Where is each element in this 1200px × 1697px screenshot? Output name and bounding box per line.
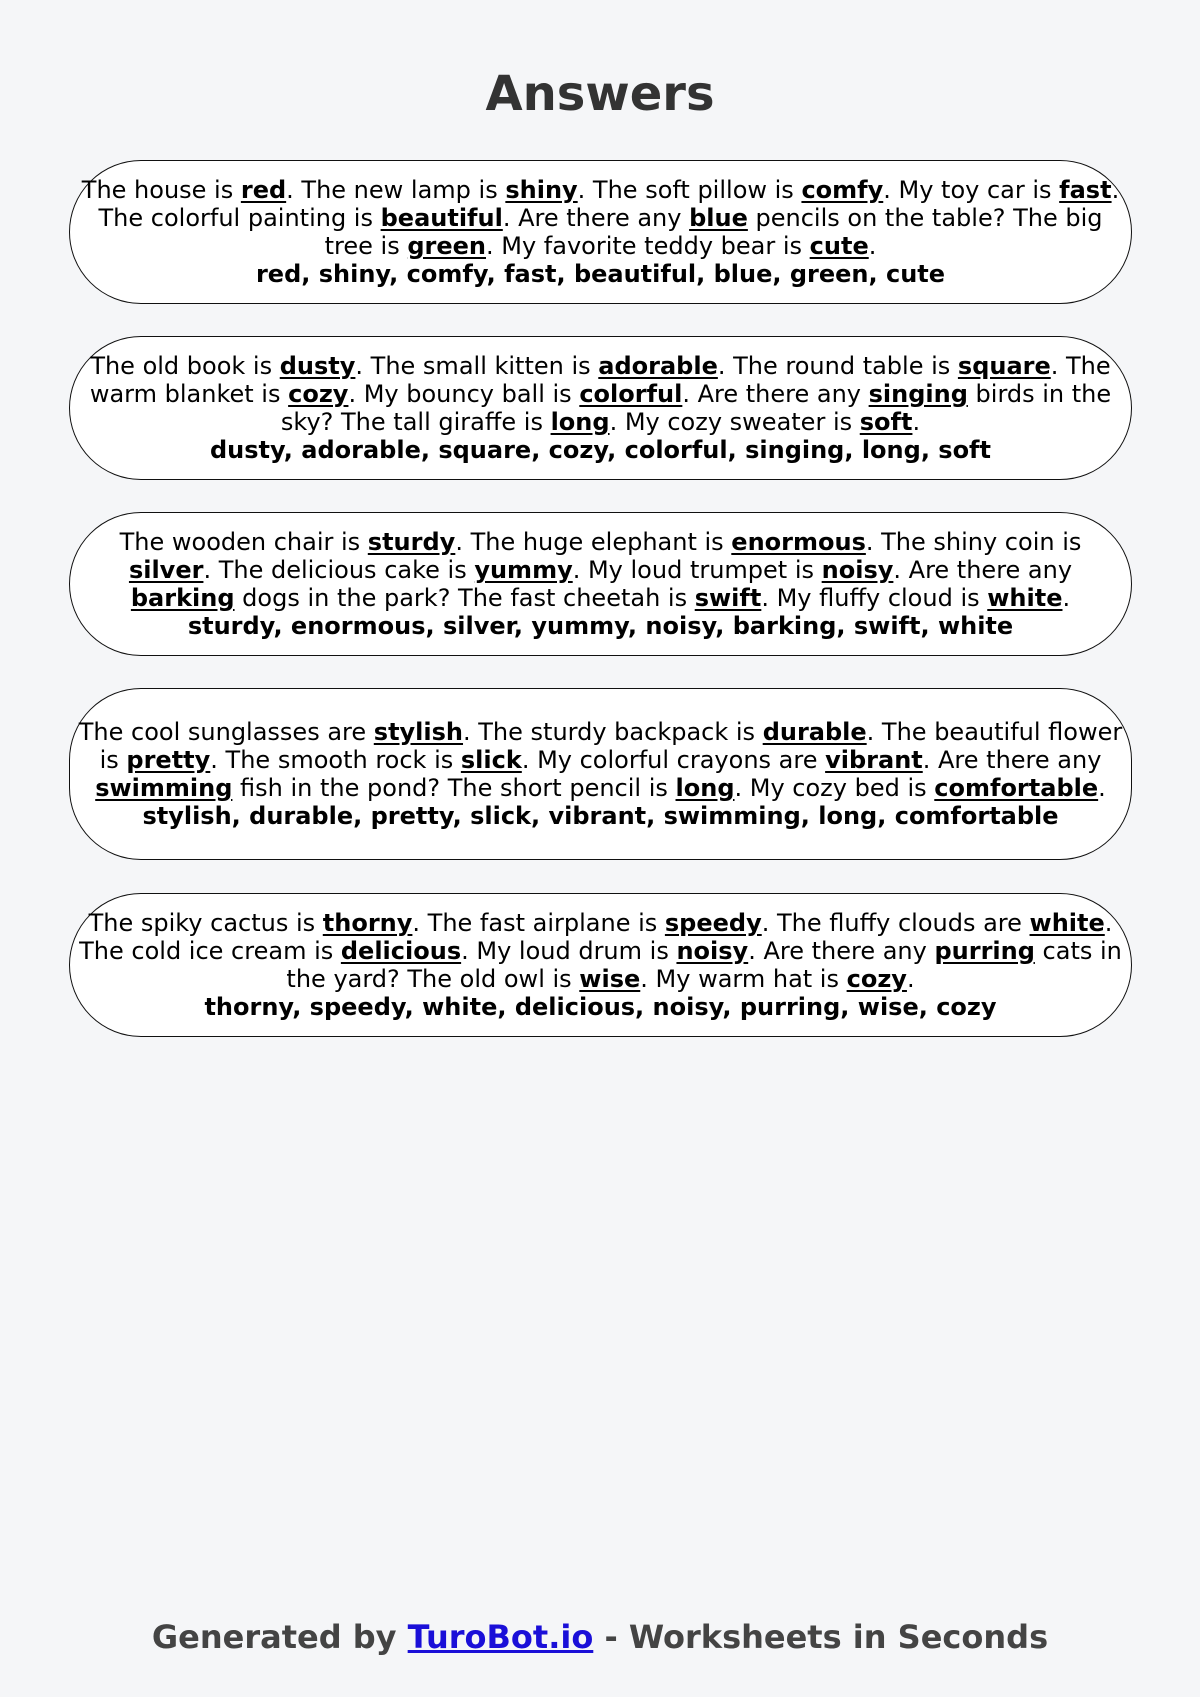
answer-word: green — [407, 232, 486, 260]
answer-word: stylish — [373, 718, 464, 746]
answer-card — [69, 336, 1132, 480]
answer-word: sturdy — [367, 528, 456, 556]
answer-word: purring — [934, 937, 1035, 965]
page-title: Answers — [485, 66, 715, 122]
answer-word: slick — [460, 746, 522, 774]
answer-list: stylish, durable, pretty, slick, vibrant, swimming, long, comfortable — [142, 802, 1059, 830]
footer — [0, 1618, 1200, 1656]
turobot-link[interactable]: TuroBot.io — [407, 1618, 594, 1656]
answer-card — [69, 893, 1132, 1037]
answer-word: noisy — [676, 937, 749, 965]
answer-word: barking — [130, 584, 235, 612]
passage-text: The old book is dusty. The small kitten is adorable. The round table is square. The warm blanket is cozy. My bouncy ball is colorful. Are there any singing birds in the sky? The tall giraffe is long. My cozy sweater is soft. — [89, 352, 1112, 436]
answer-word: singing — [868, 380, 968, 408]
answer-word: fast — [1059, 176, 1112, 204]
answer-list: sturdy, enormous, silver, yummy, noisy, barking, swift, white — [187, 612, 1014, 640]
answer-word: wise — [579, 965, 641, 993]
answer-word: cozy — [288, 380, 349, 408]
answer-word: delicious — [340, 937, 462, 965]
answer-word: long — [675, 774, 735, 802]
answer-card — [69, 688, 1132, 860]
answer-word: red — [240, 176, 287, 204]
answer-word: thorny — [322, 909, 413, 937]
answer-word: blue — [689, 204, 748, 232]
answer-word: cute — [809, 232, 869, 260]
answer-word: soft — [859, 408, 913, 436]
answer-word: colorful — [579, 380, 683, 408]
answer-word: adorable — [598, 352, 718, 380]
answer-word: white — [987, 584, 1063, 612]
answer-word: dusty — [279, 352, 356, 380]
answer-word: comfortable — [934, 774, 1099, 802]
answer-word: beautiful — [380, 204, 503, 232]
answer-word: swift — [694, 584, 762, 612]
answer-list: thorny, speedy, white, delicious, noisy, purring, wise, cozy — [204, 993, 997, 1021]
answer-word: pretty — [126, 746, 211, 774]
answer-word: long — [550, 408, 610, 436]
answer-word: noisy — [821, 556, 894, 584]
answer-word: yummy — [474, 556, 573, 584]
answer-card — [69, 160, 1132, 304]
answer-word: enormous — [731, 528, 866, 556]
answer-word: shiny — [505, 176, 578, 204]
answer-word: durable — [762, 718, 867, 746]
passage-text: The cool sunglasses are stylish. The sturdy backpack is durable. The beautiful flower is pretty. The smooth rock is slick. My colorful crayons are vibrant. Are there any swimming fish in the pond? The short pencil is long. My cozy bed is comfortable. — [78, 718, 1123, 802]
answer-list: red, shiny, comfy, fast, beautiful, blue, green, cute — [255, 260, 946, 288]
answer-card — [69, 512, 1132, 656]
footer-suffix: - Worksheets in Seconds — [593, 1618, 1049, 1656]
answer-word: speedy — [664, 909, 762, 937]
answer-word: cozy — [846, 965, 907, 993]
footer-prefix: Generated by — [151, 1618, 408, 1656]
answer-word: comfy — [801, 176, 884, 204]
answer-word: vibrant — [825, 746, 923, 774]
answer-word: square — [957, 352, 1051, 380]
passage-text: The wooden chair is sturdy. The huge elephant is enormous. The shiny coin is silver. The delicious cake is yummy. My loud trumpet is noisy. Are there any barking dogs in the park? The fast cheetah is swift. My fluffy cloud is white. — [119, 528, 1082, 612]
answer-word: silver — [128, 556, 204, 584]
passage-text: The house is red. The new lamp is shiny. The soft pillow is comfy. My toy car is fast. The colorful painting is beautiful. Are there any blue pencils on the table? The big tree is green. My favorite teddy bear is cute. — [81, 176, 1120, 260]
answer-word: white — [1029, 909, 1105, 937]
passage-text: The spiky cactus is thorny. The fast airplane is speedy. The fluffy clouds are white. The cold ice cream is delicious. My loud drum is noisy. Are there any purring cats in the yard? The old owl is wise. My warm hat is cozy. — [79, 909, 1122, 993]
answer-word: swimming — [95, 774, 233, 802]
answer-list: dusty, adorable, square, cozy, colorful, singing, long, soft — [210, 436, 991, 464]
